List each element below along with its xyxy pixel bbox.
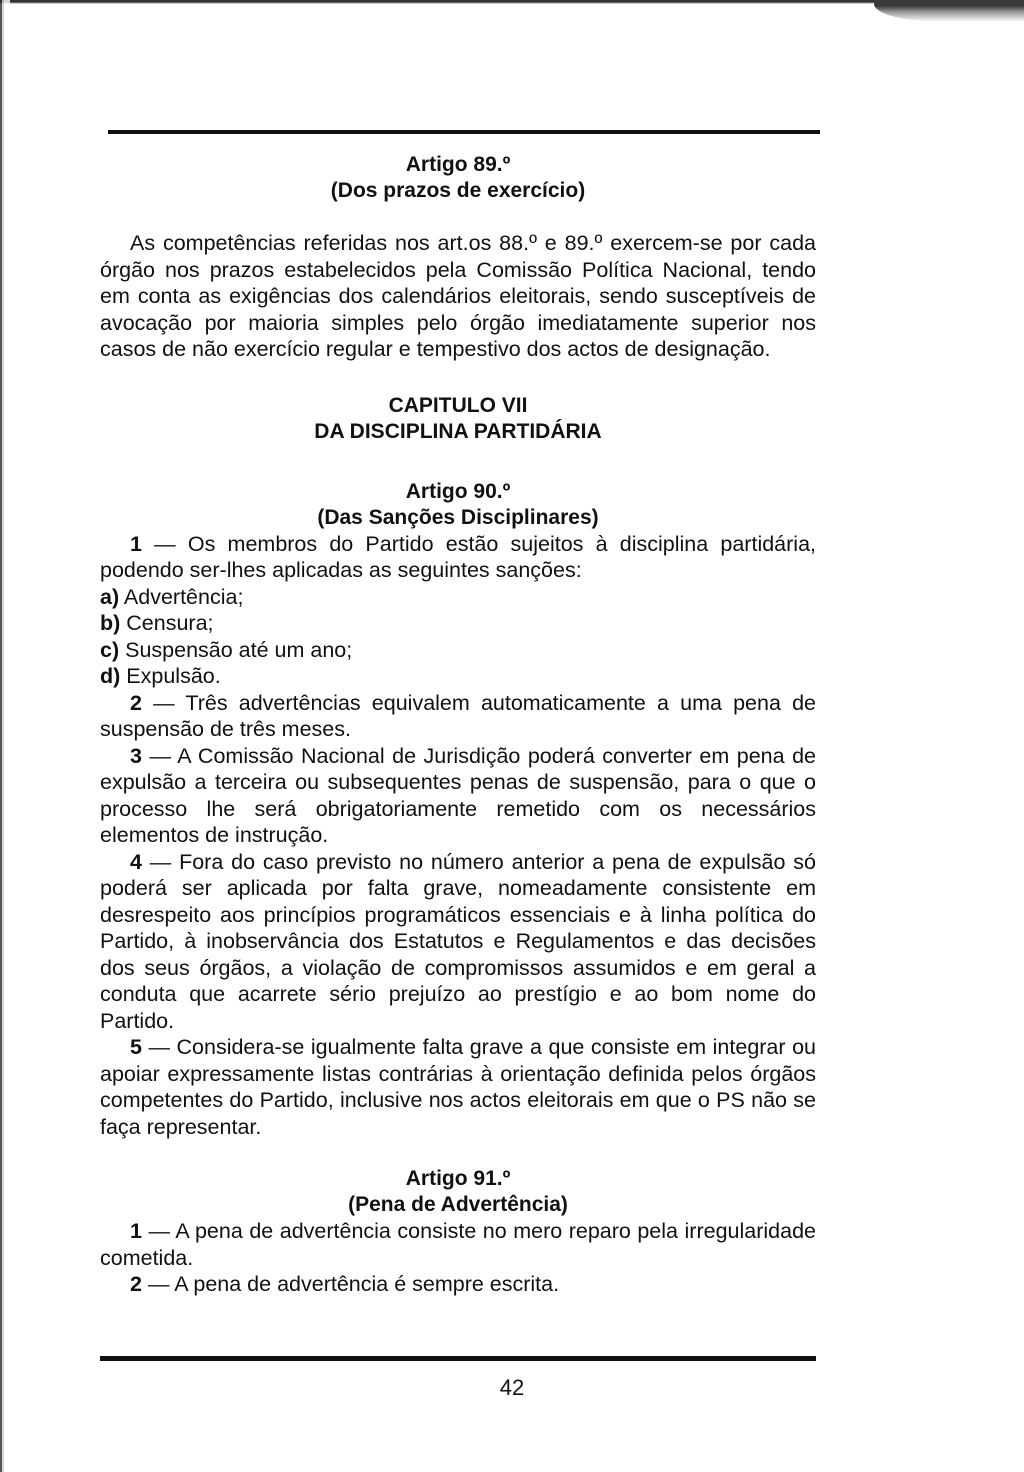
item-text: Suspensão até um ano;: [125, 637, 353, 662]
dash: —: [149, 743, 171, 768]
chapter-subtitle: DA DISCIPLINA PARTIDÁRIA: [314, 419, 602, 443]
paragraph-text: A Comissão Nacional de Jurisdição poderá converter em pena de expulsão a terceira ou subsequentes penas de suspensão, para o que o processo lhe será obrigatoriamente remetido com os necessários elementos de instrução.: [100, 743, 816, 847]
item-letter: b): [100, 611, 121, 635]
dash: —: [148, 1035, 170, 1059]
top-rule: [108, 130, 820, 134]
dash: —: [149, 849, 172, 874]
sanction-item: [100, 610, 816, 637]
dash: —: [147, 1272, 170, 1296]
article-90-paragraph-1: [100, 531, 816, 584]
item-letter: a): [100, 584, 120, 609]
dash: —: [148, 1219, 170, 1243]
bottom-rule: [100, 1356, 816, 1361]
article-89-title: Artigo 89.º: [405, 153, 511, 176]
scan-top-edge: [0, 0, 1024, 8]
dash: —: [154, 531, 176, 556]
paragraph-text: Fora do caso previsto no número anterior a pena de expulsão só poderá ser aplicada por falta grave, nomeadamente consistente em desrespeito aos princípios programáticos essenciais e à linha política do Partido, à inobservância dos Estatutos e Regulamentos e das decisões dos seus órgãos, a violação de compromissos assumidos e em geral a conduta que acarrete sério prejuízo ao prestígio e ao bom nome do Partido.: [100, 849, 816, 1033]
article-91-subtitle: (Pena de Advertência): [348, 1193, 568, 1216]
item-letter: c): [100, 637, 120, 662]
scan-corner-shadow: [874, 0, 1024, 22]
paragraph-number: 1: [130, 531, 142, 556]
paragraph-text: A pena de advertência consiste no mero reparo pela irregularidade cometida.: [100, 1219, 816, 1270]
article-89-text: As competências referidas nos art.os 88.º e 89.º exercem-se por cada órgão nos prazos estabelecidos pela Comissão Política Nacional, tendo em conta as exigências dos calendários eleitorais, sendo susceptíveis de avocação por maioria simples pelo órgão imediatamente superior nos casos de não exercício regular e tempestivo dos actos de designação.: [100, 231, 816, 361]
article-90-subtitle: (Das Sanções Disciplinares): [317, 505, 599, 529]
article-89-subtitle: (Dos prazos de exercício): [330, 179, 586, 202]
item-text: Expulsão.: [126, 664, 221, 688]
scan-left-edge: [0, 0, 10, 1472]
article-90-paragraph-5: [100, 1034, 816, 1140]
paragraph-number: 3: [130, 743, 142, 768]
paragraph-text: Os membros do Partido estão sujeitos à disciplina partidária, podendo ser-lhes aplicadas as seguintes sanções:: [100, 531, 817, 582]
article-90-paragraph-2: [100, 690, 816, 743]
paragraph-text: Considera-se igualmente falta grave a que consiste em integrar ou apoiar expressamente listas contrárias à orientação definida pelos órgãos competentes do Partido, inclusive nos actos eleitorais em que o PS não se faça representar.: [100, 1035, 816, 1139]
page-content: [100, 152, 816, 1298]
page-number: 42: [499, 1375, 525, 1400]
article-91-paragraph-2: [100, 1271, 816, 1298]
paragraph-text: Três advertências equivalem automaticamente a uma pena de suspensão de três meses.: [100, 690, 816, 741]
sanction-item: [100, 584, 816, 611]
sanction-item: [100, 637, 816, 664]
paragraph-number: 5: [130, 1035, 142, 1059]
paragraph-number: 2: [130, 1272, 142, 1296]
sanction-item: [100, 663, 816, 690]
item-text: Censura;: [126, 611, 214, 635]
article-91-title: Artigo 91.º: [405, 1167, 511, 1190]
article-91-paragraph-1: [100, 1218, 816, 1271]
chapter-title: CAPITULO VII: [388, 393, 528, 417]
paragraph-number: 1: [130, 1219, 142, 1243]
paragraph-number: 4: [130, 849, 142, 874]
item-letter: d): [100, 664, 121, 688]
item-text: Advertência;: [123, 584, 244, 609]
article-90-paragraph-4: [100, 849, 816, 1035]
dash: —: [153, 690, 175, 715]
paragraph-text: A pena de advertência é sempre escrita.: [174, 1272, 560, 1296]
article-90-paragraph-3: [100, 743, 816, 849]
paragraph-number: 2: [130, 690, 142, 715]
article-90-title: Artigo 90.º: [405, 479, 511, 503]
